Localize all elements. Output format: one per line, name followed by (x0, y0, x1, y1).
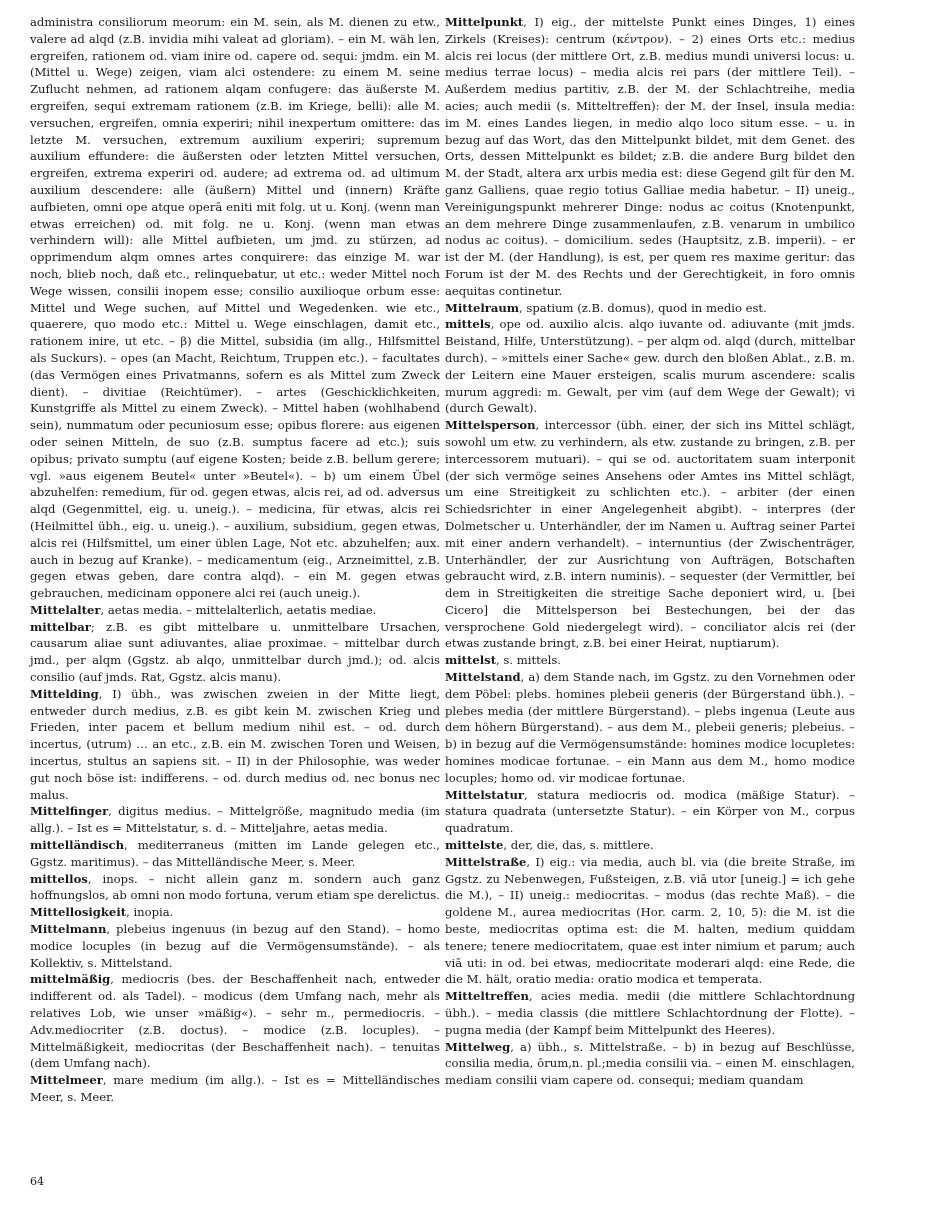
dictionary-entry (445, 1039, 855, 1089)
entry-text: , mare medium (im allg.). – Ist es = Mittelländisches Meer, s. Meer. (30, 1073, 440, 1104)
entry-text: , intercessor (übh. einer, der sich ins Mittel schlägt, sowohl um etw. zu verhindern, als etw. zustande zu bringen, z.B. per intercessorem mutuari). – qui se od. auctoritatem suam interponit (der sich vermöge seines Ansehens oder Amtes ins Mittel schlägt, um eine Streitigkeit zu schlichten etc.). – arbiter (der einen Schiedsrichter in einer Angelegenheit abgibt). – interpres (der Dolmetscher u. Unterhändler, der im Namen u. Auftrag seiner Partei mit einer andern verhandelt). – internuntius (der Zwischenträger, Unterhändler, der zur Ausrichtung von Aufträgen, Botschaften gebraucht wird, z.B. intern numinis). – sequester (der Vermittler, bei dem in Streitigkeiten die streitige Sache deponiert wird, u. [bei Cicero] die Mittelsperson bei Bestechungen, bei der das versprochene Gold niedergelegt wird). – conciliator alcis rei (der etwas zustande bringt, z.B. bei einer Heirat, nuptiarum). (445, 418, 855, 651)
dictionary-entry (30, 619, 440, 686)
left-column (30, 14, 440, 1106)
entry-text: , a) dem Stande nach, im Ggstz. zu den Vornehmen oder dem Pöbel: plebs. homines plebeii generis (der Bürgerstand übh.). – plebes media (der mittlere Bürgerstand). – plebs ingenua (Leute aus dem höhern Bürgerstand). – aus dem M., plebeii generis; plebeius. – b) in bezug auf die Vermögensumstände: homines modice locupletes: homines modicae fortunae. – ein Mann aus dem M., homo modice locuples; homo od. vir modicae fortunae. (445, 670, 855, 785)
entry-headword: Mittelalter (30, 602, 101, 617)
dictionary-entry (30, 871, 440, 905)
page-number: 64 (30, 1175, 44, 1188)
dictionary-entry (445, 787, 855, 837)
entry-text: ; z.B. es gibt mittelbare u. unmittelbare Ursachen, causarum aliae sunt adiuvantes, aliae proximae. – mittelbar durch jmd., per alqm (Ggstz. ab alqo, unmittelbar durch jmd.); od. alcis consilio (auf jmds. Rat, Ggstz. alcis manu). (30, 619, 440, 685)
entry-headword: mittelmäßig (30, 972, 111, 987)
entry-text: , aetas media. – mittelalterlich, aetatis mediae. (100, 602, 377, 617)
dictionary-entry (30, 602, 440, 619)
entry-headword: Mittelding (30, 686, 99, 701)
entry-text: , mediterraneus (mitten im Lande gelegen etc., Ggstz. maritimus). – das Mittelländische Meer, s. Meer. (30, 838, 440, 869)
dictionary-entry (445, 652, 855, 669)
dictionary-entry (30, 904, 440, 921)
dictionary-entry (30, 837, 440, 871)
entry-text: , inopia. (126, 905, 174, 920)
entry-headword: Mittelweg (445, 1039, 511, 1054)
entry-headword: mittelbar (30, 619, 91, 634)
entry-headword: Mittelmann (30, 922, 107, 937)
entry-text: , plebeius ingenuus (in bezug auf den Stand). – homo modice locuples (in bezug auf die Vermögensumstände). – als Kollektiv, s. Mittelstand. (30, 922, 440, 970)
entry-text: , I) eig.: via media, auch bl. via (die breite Straße, im Ggstz. zu Nebenwegen, Fußsteigen, z.B. viā utor [uneig.] = ich gehe die M.), – II) uneig.: mediocritas. – modus (das rechte Maß). – die goldene M., aurea mediocritas (Hor. carm. 2, 10, 5): die M. ist die beste, mediocritas optima est: die M. halten, medium quiddam tenere; tenere mediocritatem, quae est inter nimium et parum; auch viā uti: in od. bei etwas, mediocritate moderari alqd: eine Rede, die die M. hält, oratio media: oratio modica et temperata. (445, 854, 855, 987)
entry-headword: mittelste (445, 838, 504, 853)
dictionary-entry (445, 300, 855, 317)
entry-text: , statura mediocris od. modica (mäßige Statur). – statura quadrata (untersetzte Statur). – ein Körper von M., corpus quadratum. (445, 787, 855, 836)
dictionary-entry (445, 988, 855, 1038)
entry-headword: Mittelstatur (445, 787, 525, 802)
dictionary-entry (30, 686, 440, 804)
dictionary-entry (445, 837, 855, 854)
dictionary-entry (445, 669, 855, 787)
dictionary-entry (30, 803, 440, 837)
entry-text: , I) übh., was zwischen zweien in der Mitte liegt, entweder durch medius, z.B. es gibt kein M. zwischen Krieg und Frieden, inter pacem et bellum medium nihil est. – od. durch incertus, (utrum) … an etc., z.B. ein M. zwischen Toren und Weisen, incertus, stultus an sapiens sit. – II) in der Philosophie, was weder gut noch böse ist: indifferens. – od. durch medius od. nec bonus nec malus. (30, 686, 440, 802)
entry-text: , acies media. medii (die mittlere Schlachtordnung übh.). – media classis (die mittlere Schlachtordnung der Flotte). – pugna media (der Kampf beim Mittelpunkt des Heeres). (445, 989, 855, 1037)
entry-text: , I) eig., der mittelste Punkt eines Dinges, 1) eines Zirkels (Kreises): centrum (κέντρον). – 2) eines Orts etc.: medius alcis rei locus (der mittlere Ort, z.B. medius mundi universi locus: u. medius terrae locus) – media alcis rei pars (der mittlere Teil). – Außerdem medius partitiv, z.B. der M. der Schlachtreihe, media acies; auch medii (s. Mitteltreffen): der M. der Insel, insula media: im M. eines Landes liegen, in medio alqo loco situm esse. – u. in bezug auf das Wort, das den Mittelpunkt bildet, mit dem Genet. des Orts, dessen Mittelpunkt es bildet; z.B. die andere Burg bildet den M. der Stadt, altera arx urbis media est: diese Gegend gilt für den M. ganz Galliens, quae regio totius Galliae media habetur. – II) uneig., Vereinigungspunkt mehrerer Dinge: nodus ac coitus (Knotenpunkt, an dem mehrere Dinge zusammenlaufen, z.B. venarum in umbilico nodus ac coitus). – domicilium. sedes (Hauptsitz, z.B. imperii). – er ist der M. (der Handlung), is est, per quem res maxime geritur: das Forum ist der M. des Rechts und der Gerechtigkeit, in foro omnis aequitas continetur. (445, 15, 855, 298)
entry-headword: Mittelsperson (445, 418, 536, 433)
entry-text: , inops. – nicht allein ganz m. sondern auch ganz hoffnungslos, ab omni non modo fortuna, verum etiam spe derelictus. (30, 871, 440, 903)
entry-text: , der, die, das, s. mittlere. (503, 838, 654, 853)
dictionary-entry (445, 14, 855, 300)
entry-headword: Mittelstand (445, 670, 521, 685)
dictionary-entry (445, 417, 855, 652)
right-column (445, 14, 855, 1089)
entry-headword: mittelst (445, 653, 497, 668)
entry-headword: mittelländisch (30, 838, 125, 853)
entry-headword: Mittelfinger (30, 804, 109, 819)
dictionary-entry (30, 971, 440, 1072)
entry-text: , mediocris (bes. der Beschaffenheit nach, entweder indifferent od. als Tadel). – modicus (dem Umfang nach, mehr als relatives Lob, wie unser »mäßig«). – sehr m., permediocris. – Adv.mediocriter (z.B. doctus). – modice (z.B. locuples). – Mittelmäßigkeit, mediocritas (der Beschaffenheit nach). – tenuitas (dem Umfang nach). (30, 972, 440, 1071)
entry-headword: Mitteltreffen (445, 989, 529, 1004)
entry-text: , s. mittels. (496, 653, 561, 668)
entry-headword: Mittelraum (445, 300, 520, 315)
entry-headword: Mittelstraße (445, 854, 527, 869)
entry-text: , ope od. auxilio alcis. alqo iuvante od. adiuvante (mit jmds. Beistand, Hilfe, Unterstützung). – per alqm od. alqd (durch, mittelbar durch). – »mittels einer Sache« gew. durch den bloßen Ablat., z.B. m. der Leitern eine Mauer ersteigen, scalis murum ascendere: scalis murum aggredi: m. Gewalt, per vim (auf dem Wege der Gewalt); vi (durch Gewalt). (445, 317, 855, 416)
entry-headword: mittels (445, 317, 491, 332)
dictionary-entry (30, 14, 440, 602)
entry-headword: Mittellosigkeit (30, 905, 127, 920)
dictionary-entry (445, 316, 855, 417)
entry-text: , spatium (z.B. domus), quod in medio est. (519, 300, 767, 315)
dictionary-entry (30, 921, 440, 971)
dictionary-entry (445, 854, 855, 988)
entry-headword: Mittelpunkt (445, 15, 524, 29)
entry-text: administra consiliorum meorum: ein M. sein, als M. dienen zu etw., valere ad alqd (z.B. invidia mihi valeat ad gloriam). – ein M. wäh len, ergreifen, rationem od. viam inire od. capere od. sequi: jmdm. ein M. (Mittel u. Wege) zeigen, viam alci ostendere: zu einem M. seine Zuflucht nehmen, ad rationem alqam confugere: das äußerste M. ergreifen, sequi extremam rationem (z.B. im Kriege, belli): alle M. versuchen, ergreifen, omnia experiri; nihil inexpertum omittere: das letzte M. versuchen, extremum auxilium experiri; supremum auxilium effundere: die äußersten oder letzten Mittel versuchen, ergreifen, extrema experiri od. audere; ad extrema od. ad ultimum auxilium descendere: alle (äußern) Mittel und (innern) Kräfte aufbieten, omni ope atque operā eniti mit folg. ut u. Konj. (wenn man etwas erreichen) od. mit folg. ne u. Konj. (wenn man etwas verhindern will): alle Mittel aufbieten, um jmd. zu stürzen, ad opprimendum alqm omnes artes conquirere: das einzige M. war noch, blieb noch, daß etc., relinquebatur, ut etc.: weder Mittel noch Wege wissen, consilii inopem esse; consilio auxilioque orbum esse: Mittel und Wege suchen, auf Mittel und Wegedenken. wie etc., quaerere, quo modo etc.: Mittel u. Wege einschlagen, damit etc., rationem inire, ut etc. – β) die Mittel, subsidia (im allg., Hilfsmittel als Suckurs). – opes (an Macht, Reichtum, Truppen etc.). – facultates (das Vermögen eines Privatmanns, sofern es als Mittel zum Zweck dient). – divitiae (Reichtümer). – artes (Geschicklichkeiten, Kunstgriffe als Mittel zu einem Zweck). – Mittel haben (wohlhabend sein), nummatum oder pecuniosum esse; opibus florere: aus eigenen oder seinen Mitteln, de suo (z.B. sumptus facere ad etc.); suis opibus; privato sumptu (auf eigene Kosten; beide z.B. bellum gerere; vgl. »aus eigenem Beutel« unter »Beutel«). – b) um einem Übel abzuhelfen: remedium, für od. gegen etwas, alcis rei, ad od. adversus alqd (Gegenmittel, eig. u. uneig.). – medicina, für etwas, alcis rei (Heilmittel übh., eig. u. uneig.). – auxilium, subsidium, gegen etwas, alcis rei (Hilfsmittel, um einer üblen Lage, Not etc. abzuhelfen; aux. auch in bezug auf Kranke). – medicamentum (eig., Arzneimittel, z.B. gegen etwas geben, dare contra alqd). – ein M. gegen etwas gebrauchen, medicinam opponere alci rei (auch uneig.). (30, 15, 440, 601)
entry-headword: Mittelmeer (30, 1073, 103, 1088)
entry-text: , digitus medius. – Mittelgröße, magnitudo media (im allg.). – Ist es = Mittelstatur, s. d. – Mitteljahre, aetas media. (30, 804, 440, 836)
entry-text: , a) übh., s. Mittelstraße. – b) in bezug auf Beschlüsse, consilia media, ōrum,n. pl.;media consilii via. – einen M. einschlagen, mediam consilii viam capere od. consequi; mediam quandam (445, 1039, 855, 1088)
entry-headword: mittellos (30, 871, 88, 886)
dictionary-entry (30, 1072, 440, 1106)
